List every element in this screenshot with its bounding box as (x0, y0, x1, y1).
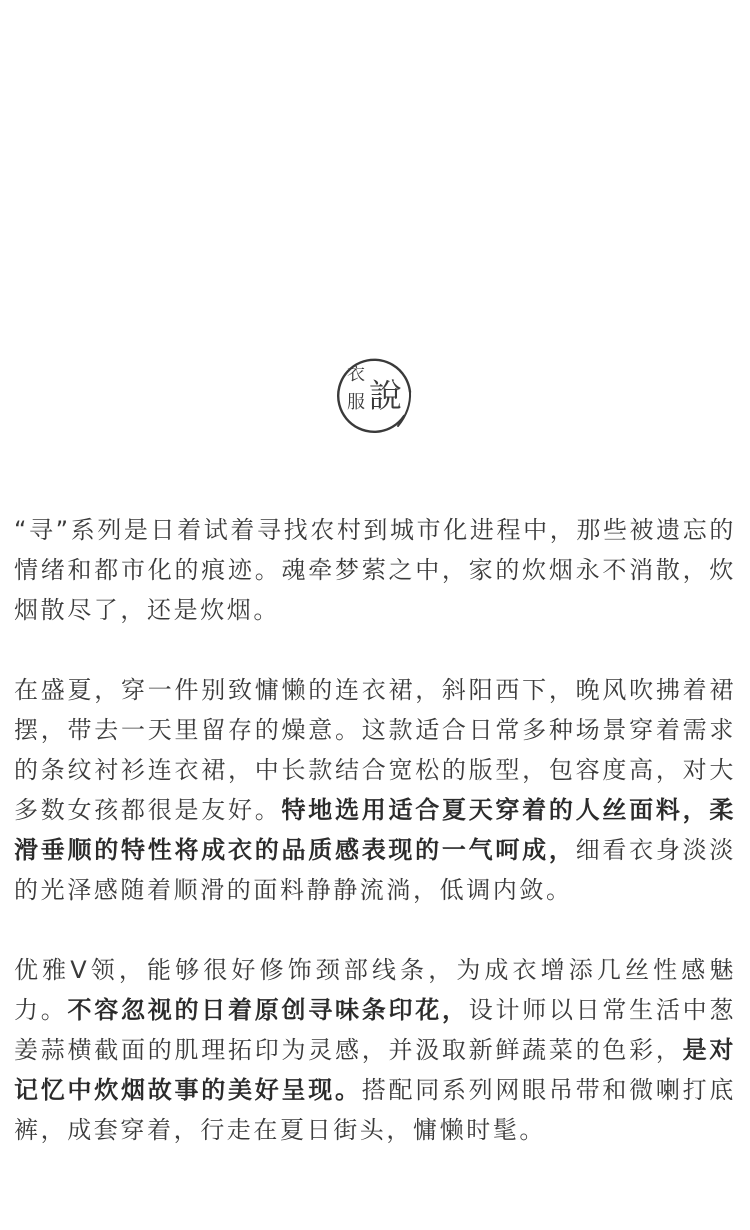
logo-char-yi: 衣 (347, 364, 365, 385)
text-run: 细看衣身淡淡的光泽感随着顺滑的面料静静流淌，低调内敛。 (14, 836, 736, 904)
highlight-text: 是对记忆中炊烟故事的美好呈现。 (14, 1036, 737, 1104)
text-run: “寻”系列是日着试着寻找农村到城市化进程中，那些被遗忘的情绪和都市化的痕迹。魂牵梦萦之中，家的炊烟永不消散，炊烟散尽了，还是炊烟。 (14, 516, 736, 624)
logo-char-shuo: 說 (369, 376, 402, 415)
highlight-text: 不容忽视的日着原创寻味条印花， (67, 996, 469, 1024)
text-run: 搭配同系列网眼吊带和微喇打底裤，成套穿着，行走在夏日街头，慵懒时髦。 (14, 1076, 736, 1144)
text-run: 在盛夏，穿一件别致慵懒的连衣裙，斜阳西下，晚风吹拂着裙摆，带去一天里留存的燥意。这款适合日常多种场景穿着需求的条纹衬衫连衣裙，中长款结合宽松的版型，包容度高，对大多数女孩都很是友好。 (14, 676, 736, 824)
article-body (14, 510, 736, 1150)
brand-logo (334, 352, 418, 436)
paragraph-details (14, 950, 736, 1150)
highlight-text: 特地选用适合夏天穿着的人丝面料，柔滑垂顺的特性将成衣的品质感表现的一气呵成， (14, 796, 737, 864)
logo-char-fu: 服 (347, 392, 365, 413)
paragraph-intro (14, 510, 736, 630)
paragraph-dress (14, 670, 736, 910)
text-run: 设计师以日常生活中葱姜蒜横截面的肌理拓印为灵感，并汲取新鲜蔬菜的色彩， (14, 996, 737, 1064)
text-run: 优雅V领，能够很好修饰颈部线条，为成衣增添几丝性感魅力。 (14, 956, 736, 1024)
